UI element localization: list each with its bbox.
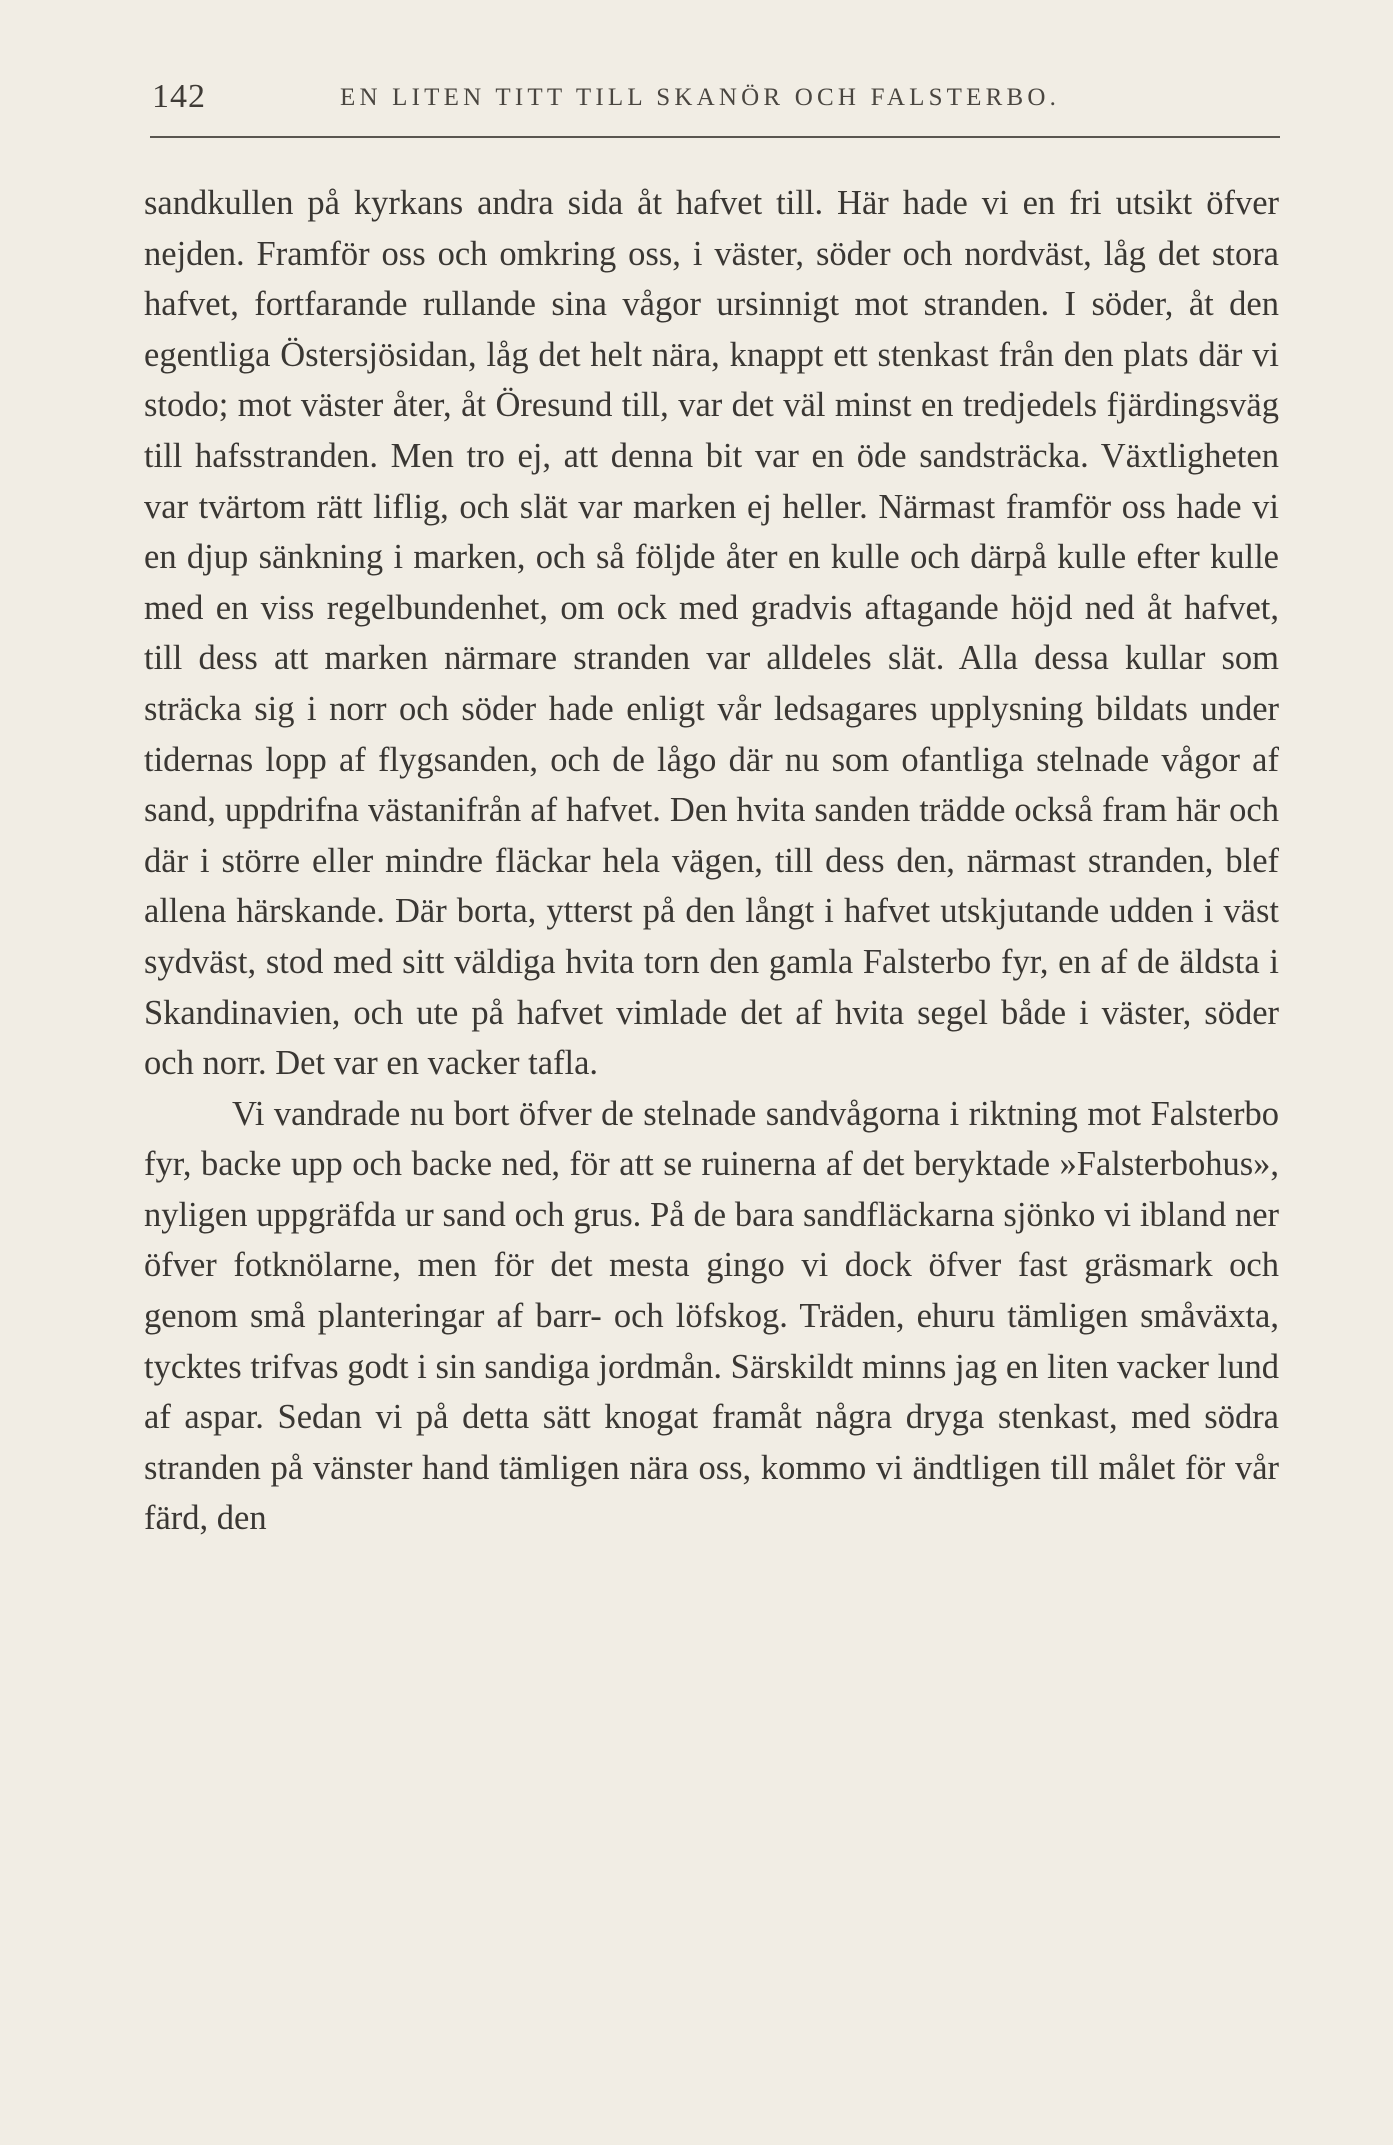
body-text (144, 178, 1279, 1544)
page-header (150, 78, 1280, 118)
header-rule (150, 136, 1280, 138)
page-number: 142 (152, 78, 206, 115)
running-title: EN LITEN TITT TILL SKANÖR OCH FALSTERBO. (340, 84, 1061, 111)
paragraph-1: sandkullen på kyrkans andra sida åt hafvet till. Här hade vi en fri utsikt öfver nejden. Framför oss och omkring oss, i väster, söder och nordväst, låg det stora hafvet, fortfarande rullande sina vågor ursinnigt mot stranden. I söder, åt den egentliga Östersjösidan, låg det helt nära, knappt ett stenkast från den plats där vi stodo; mot väster åter, åt Öresund till, var det väl minst en tredjedels fjärdingsväg till hafsstranden. Men tro ej, att denna bit var en öde sandsträcka. Växtligheten var tvärtom rätt liflig, och slät var marken ej heller. Närmast framför oss hade vi en djup sänkning i marken, och så följde åter en kulle och därpå kulle efter kulle med en viss regelbundenhet, om ock med gradvis aftagande höjd ned åt hafvet, till dess att marken närmare stranden var alldeles slät. Alla dessa kullar som sträcka sig i norr och söder hade enligt vår ledsagares upplysning bildats under tidernas lopp af flygsanden, och de lågo där nu som ofantliga stelnade vågor af sand, uppdrifna västanifrån af hafvet. Den hvita sanden trädde också fram här och där i större eller mindre fläckar hela vägen, till dess den, närmast stranden, blef allena härskande. Där borta, ytterst på den långt i hafvet utskjutande udden i väst sydväst, stod med sitt väldiga hvita torn den gamla Falsterbo fyr, en af de äldsta i Skandinavien, och ute på hafvet vimlade det af hvita segel både i väster, söder och norr. Det var en vacker tafla. (144, 184, 1279, 1083)
paragraph-2: Vi vandrade nu bort öfver de stelnade sandvågorna i riktning mot Falsterbo fyr, backe upp och backe ned, för att se ruinerna af det beryktade »Falsterbohus», nyligen uppgräfda ur sand och grus. På de bara sandfläckarna sjönko vi ibland ner öfver fotknölarne, men för det mesta gingo vi dock öfver fast gräsmark och genom små planteringar af barr- och löfskog. Träden, ehuru tämligen småväxta, tycktes trifvas godt i sin sandiga jordmån. Särskildt minns jag en liten vacker lund af aspar. Sedan vi på detta sätt knogat framåt några dryga stenkast, med södra stranden på vänster hand tämligen nära oss, kommo vi ändtligen till målet för vår färd, den (144, 1094, 1279, 1538)
